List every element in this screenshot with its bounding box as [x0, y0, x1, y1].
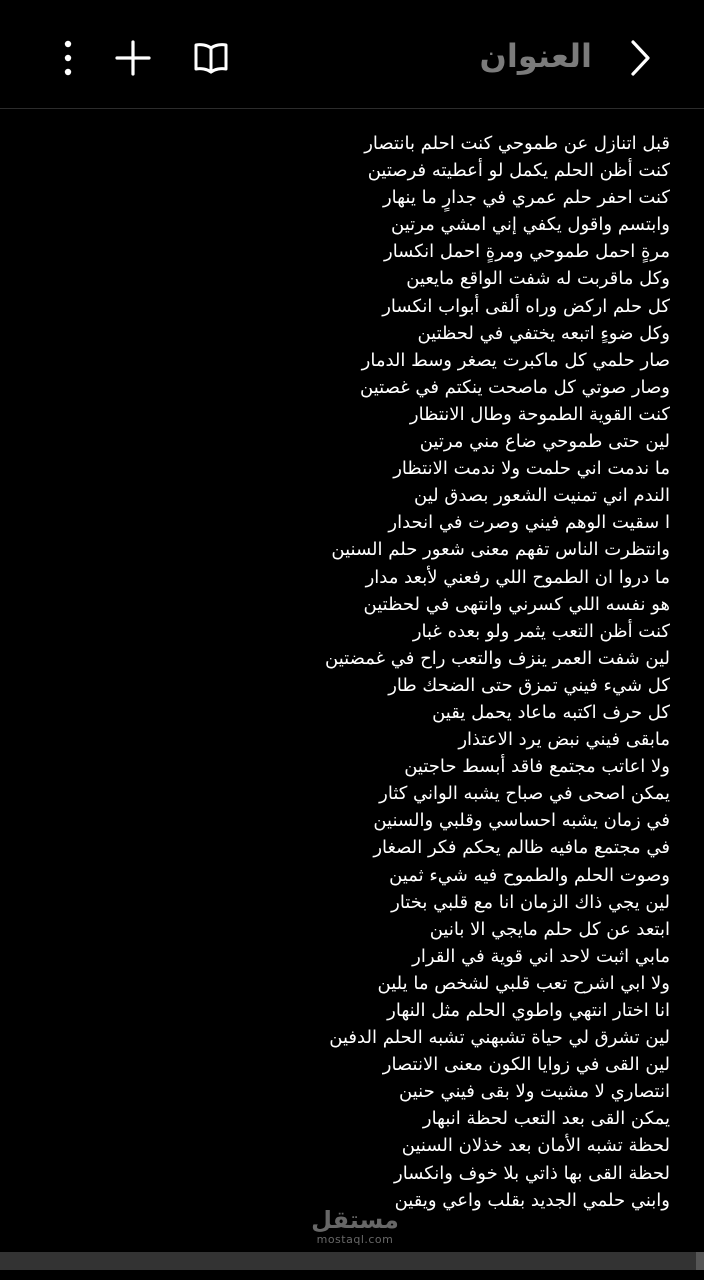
text-line: وكل ضوءٍ اتبعه يختفي في لحظتين [417, 322, 670, 344]
text-line: وصوت الحلم والطموح فيه شيء ثمين [389, 864, 670, 886]
text-line: وكل ماقربت له شفت الواقع مايعين [406, 268, 670, 290]
text-line: في زمان يشبه احساسي وقلبي والسنين [373, 810, 670, 832]
text-line: كنت القوية الطموحة وطال الانتظار [409, 403, 670, 425]
text-line: لين شفت العمر ينزف والتعب راح في غمضتين [325, 647, 670, 669]
page-title[interactable]: العنوان [479, 37, 592, 75]
watermark-logo [310, 1206, 400, 1246]
text-line: كل شيء فيني تمزق حتى الضحك طار [388, 674, 670, 696]
more-options-button[interactable] [40, 30, 96, 86]
text-line: مابقى فيني نبض يرد الاعتذار [458, 729, 670, 751]
text-line: لحظة تشبه الأمان بعد خذلان السنين [401, 1135, 670, 1157]
watermark-latin: mostaql.com [316, 1233, 394, 1246]
text-line: وابني حلمي الجديد بقلب واعي ويقين [394, 1189, 670, 1211]
text-line: ولا اعاتب مجتمع فاقد أبسط حاجتين [404, 756, 670, 778]
text-line: ا سقيت الوهم فيني وصرت في انحدار [388, 512, 670, 534]
text-line: لين يجي ذاك الزمان انا مع قلبي بختار [391, 891, 670, 913]
text-line: ما ندمت اني حلمت ولا ندمت الانتظار [393, 458, 670, 480]
top-app-bar [0, 0, 704, 109]
note-body[interactable] [30, 130, 670, 1214]
add-button[interactable] [105, 30, 161, 86]
text-line: ولا ابي اشرح تعب قلبي لشخص ما يلين [377, 972, 670, 994]
text-line: لين تشرق لي حياة تشبهني تشبه الحلم الدفين [329, 1027, 670, 1049]
watermark-arabic: مستقل [311, 1206, 399, 1234]
bottom-strip [0, 1252, 704, 1270]
text-line: وصار صوتي كل ماصحت ينكتم في غصتين [360, 376, 670, 398]
text-line: انا اختار انتهي واطوي الحلم مثل النهار [387, 1000, 670, 1021]
text-line: ما دروا ان الطموح اللي رفعني لأبعد مدار [365, 566, 670, 588]
book-open-icon [193, 42, 229, 74]
scrollbar[interactable] [696, 1252, 704, 1270]
more-vert-icon [62, 40, 74, 76]
text-line: في مجتمع مافيه ظالم يحكم فكر الصغار [373, 837, 670, 859]
plus-icon [114, 39, 152, 77]
text-line: لين حتى طموحي ضاع مني مرتين [419, 431, 670, 453]
text-line: كل حلم اركض وراه ألقى أبواب انكسار [382, 295, 670, 317]
text-line: انتصاري لا مشيت ولا بقى فيني حنين [399, 1081, 670, 1103]
text-line: الندم اني تمنيت الشعور بصدق لين [414, 485, 670, 507]
chevron-right-icon [628, 39, 652, 77]
text-line: وانتظرت الناس تفهم معنى شعور حلم السنين [331, 539, 670, 561]
text-line: قبل اتنازل عن طموحي كنت احلم بانتصار [364, 133, 670, 154]
text-line: كنت احفر حلم عمري في جدارٍ ما ينهار [382, 187, 670, 209]
text-line: كل حرف اكتبه ماعاد يحمل يقين [432, 701, 670, 723]
text-line: صار حلمي كل ماكبرت يصغر وسط الدمار [361, 349, 670, 371]
text-line: مرةٍ احمل طموحي ومرةٍ احمل انكسار [384, 241, 670, 263]
reading-mode-button[interactable] [183, 30, 239, 86]
back-button[interactable] [612, 30, 668, 86]
text-line: لحظة القى بها ذاتي بلا خوف وانكسار [394, 1162, 670, 1184]
text-line: كنت أظن الحلم يكمل لو أعطيته فرصتين [367, 160, 670, 182]
text-line: هو نفسه اللي كسرني وانتهى في لحظتين [363, 593, 670, 615]
text-line: مابي اثبت لاحد اني قوية في القرار [412, 945, 670, 967]
text-line: كنت أظن التعب يثمر ولو بعده غبار [412, 620, 670, 642]
text-line: يمكن القى بعد التعب لحظة انبهار [422, 1108, 670, 1130]
text-line: لين القى في زوايا الكون معنى الانتصار [382, 1054, 670, 1076]
text-line: يمكن اصحى في صباح يشبه الواني كثار [379, 783, 670, 805]
text-line: ابتعد عن كل حلم مايجي الا بانين [429, 918, 670, 940]
text-line: وابتسم واقول يكفي إني امشي مرتين [391, 214, 670, 236]
